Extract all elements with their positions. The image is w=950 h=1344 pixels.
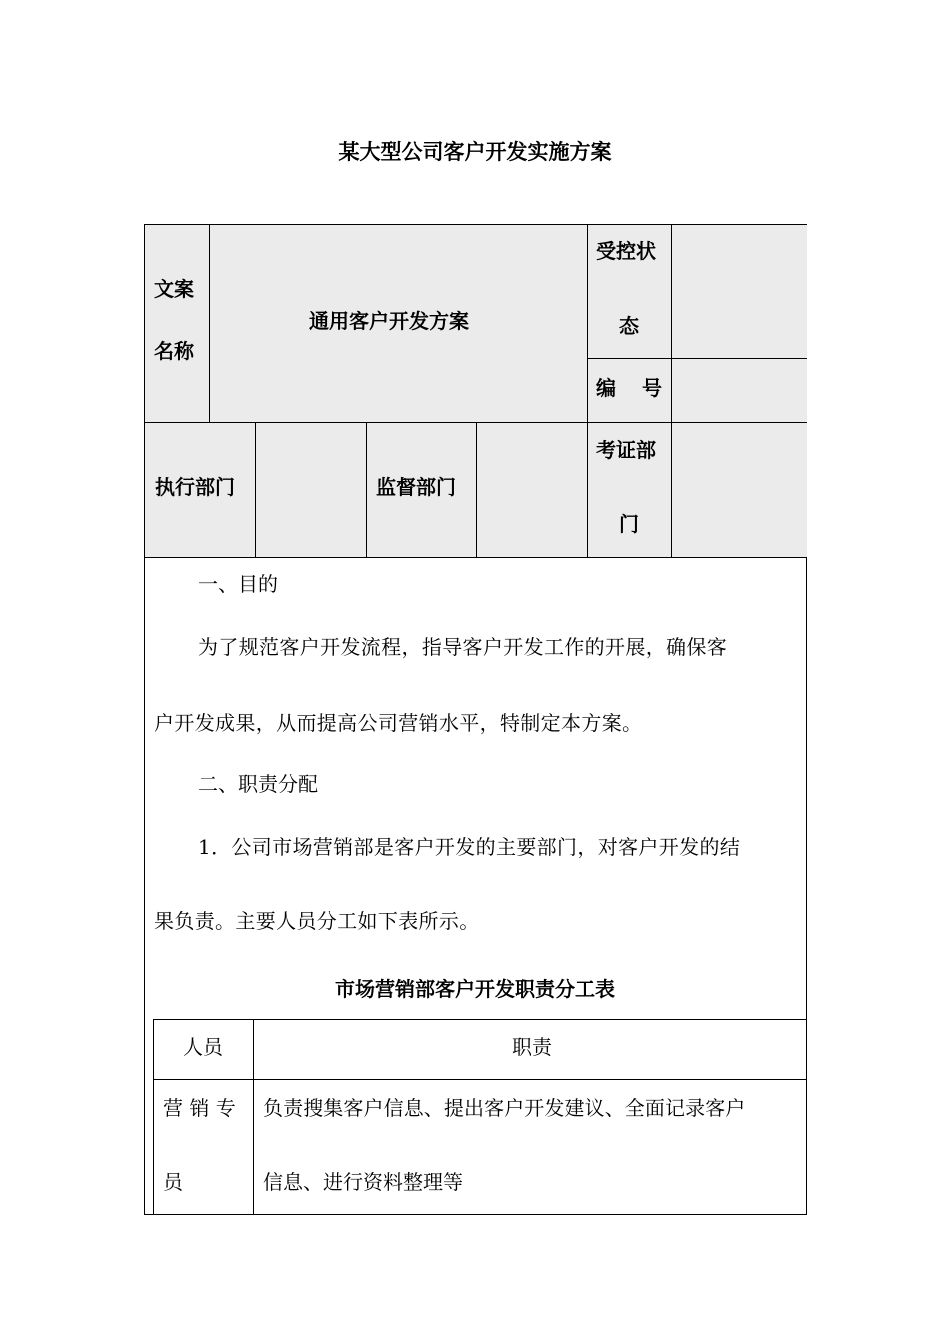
col-divider [587,225,588,557]
duty-table-row-duty-line-2: 信息、进行资料整理等 [263,1170,463,1194]
section-2-heading: 二、职责分配 [198,772,318,796]
section-1-paragraph-line-1: 为了规范客户开发流程，指导客户开发工作的开展，确保客 [198,635,728,659]
col-divider [476,422,477,557]
col-divider [255,422,256,557]
control-status-label-line-2: 态 [619,314,639,338]
duty-table-row-duty-line-1: 负责搜集客户信息、提出客户开发建议、全面记录客户 [263,1096,746,1120]
exec-dept-label: 执行部门 [155,475,235,499]
number-label-char-1: 编 [596,376,616,400]
doc-name-label-line-1: 文案 [154,277,194,301]
section-2-paragraph-line-2: 果负责。主要人员分工如下表所示。 [154,909,480,933]
section-1-heading: 一、目的 [198,572,278,596]
section-2-paragraph-line-1: 1．公司市场营销部是客户开发的主要部门，对客户开发的结 [198,835,741,859]
cell-doc-name-label [145,225,209,422]
cell-exec-dept-value [256,423,366,557]
cell-number-value [672,359,807,422]
duty-table-row-person-line-2: 员 [163,1170,183,1194]
section-1-paragraph-line-2: 户开发成果，从而提高公司营销水平，特制定本方案。 [154,711,643,735]
col-divider [209,225,210,422]
audit-dept-label-line-1: 考证部 [596,438,656,462]
row-divider [587,358,807,359]
number-label-char-2: 号 [642,376,662,400]
doc-name-label-line-2: 名称 [154,339,194,363]
row-divider [145,557,807,558]
col-divider [671,225,672,557]
audit-dept-label-line-2: 门 [619,512,639,536]
cell-audit-dept-value [672,423,807,557]
duty-table-header-divider [154,1079,806,1080]
control-status-label-line-1: 受控状 [596,239,656,263]
doc-name-value: 通用客户开发方案 [309,309,469,333]
duty-table-header-duty: 职责 [512,1035,552,1059]
duty-table-row-person-line-1: 营 销 专 [163,1096,236,1120]
duty-table-col-divider [253,1020,254,1214]
duty-table-header-person: 人员 [183,1035,223,1059]
col-divider [366,422,367,557]
duty-table-title: 市场营销部客户开发职责分工表 [335,977,615,1001]
cell-control-status-value [672,225,807,358]
supervise-dept-label: 监督部门 [376,475,456,499]
cell-supervise-dept-value [477,423,587,557]
document-title: 某大型公司客户开发实施方案 [338,140,612,164]
